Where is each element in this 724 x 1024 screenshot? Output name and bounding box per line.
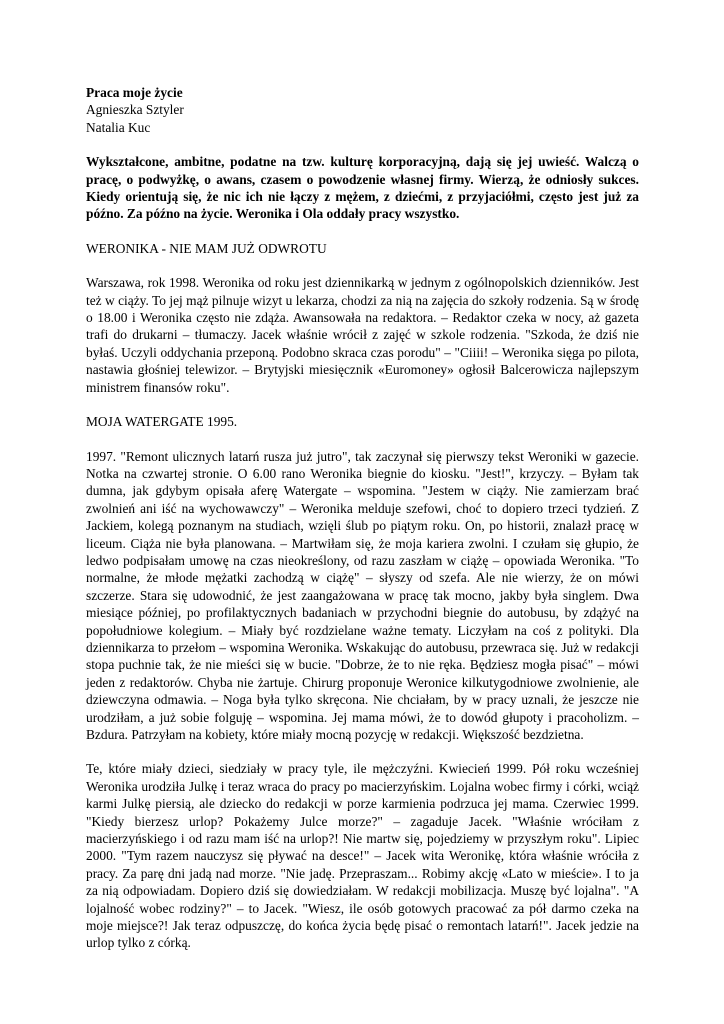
lead-paragraph: Wykształcone, ambitne, podatne na tzw. kulturę korporacyjną, dają się jej uwieść. Walczą o pracę, o podwyżkę, o awans, czasem o powodzenie własnej firmy. Wierzą, że odniosły sukces. Kiedy orientują się, że nic ich nie łączy z mężem, z dziećmi, z przyjaciółmi, często jest już za późno. Za późno na życie. Weronika i Ola oddały pracy wszystko. bbox=[86, 154, 639, 222]
section-heading: MOJA WATERGATE 1995. bbox=[86, 414, 238, 430]
body-paragraph: Warszawa, rok 1998. Weronika od roku jest dziennikarką w jednym z ogólnopolskich dzienników. Jest też w ciąży. To jej mąż pilnuje wizyt u lekarza, chodzi za nią na zajęcia do szkoły rodzenia. Są w środę o 18.00 i Weronika często nie zdąża. Awansowała na redaktora. – Redaktor czeka w nocy, aż gazeta trafi do drukarni – tłumaczy. Jacek właśnie wrócił z zajęć w szkole rodzenia. "Szkoda, że dziś nie byłaś. Uczyli oddychania przeponą. Podobno skraca czas porodu" – "Ciiii! – Weronika sięga po pilota, nastawia głośniej telewizor. – Brytyjski miesięcznik «Euromoney» ogłosił Balcerowicza najlepszym ministrem finansów roku". bbox=[86, 275, 639, 395]
author-name: Natalia Kuc bbox=[86, 119, 151, 135]
article-header bbox=[86, 84, 639, 136]
body-paragraph: 1997. "Remont ulicznych latarń rusza już jutro", tak zaczynał się pierwszy tekst Weroniki w gazecie. Notka na czwartej stronie. O 6.00 rano Weronika biegnie do kiosku. "Jest!", krzyczy. – Byłam tak dumna, jak gdybym opisała aferę Watergate – wspomina. "Jestem w ciąży. Nie zamierzam brać zwolnień ani iść na wychowawczy" – Weronika melduje szefowi, choć to dopiero trzeci tydzień. Z Jackiem, kolegą poznanym na studiach, wzięli ślub po piątym roku. On, po historii, znalazł pracę w liceum. Ciąża nie była planowana. – Martwiłam się, że moja kariera zwolni. I czułam się głupio, że ledwo podpisałam umowę na czas nieokreślony, od razu zaszłam w ciążę – opowiada Weronika. "To normalne, że młode mężatki zachodzą w ciążę" – słyszy od szefa. Ale nie wierzy, że on mówi szczerze. Stara się udowodnić, że jest zaangażowana w pracę tak mocno, jakby była singlem. Dwa miesiące później, po profilaktycznych badaniach w przychodni biegnie do autobusu, by zdążyć na popołudniowe kolegium. – Miały być rozdzielane ważne tematy. Liczyłam na coś z polityki. Dla dziennikarza to przełom – wspomina Weronika. Wskakując do autobusu, przewraca się. Już w redakcji stopa puchnie tak, że nie mieści się w bucie. "Dobrze, że to nie ręka. Będziesz mogła pisać" – mówi jeden z redaktorów. Chyba nie żartuje. Chirurg proponuje Weronice kilkutygodniowe zwolnienie, ale dziewczyna odmawia. – Noga była tylko skręcona. Nie chciałam, by w pracy uznali, że jeszcze nie urodziłam, a już sobie folguję – wspomina. Jej mama mówi, że to dowód głupoty i pracoholizm. – Bzdura. Patrzyłam na kobiety, które miały mocną pozycję w redakcji. Większość bezdzietna. bbox=[86, 448, 639, 742]
document-page bbox=[86, 84, 639, 952]
body-paragraph: Te, które miały dzieci, siedziały w pracy tyle, ile mężczyźni. Kwiecień 1999. Pół roku wcześniej Weronika urodziła Julkę i teraz wraca do pracy po macierzyńskim. Lojalna wobec firmy i córki, wciąż karmi Julkę piersią, ale dziecko do redakcji w porze karmienia podrzuca jej mama. Czerwiec 1999. "Kiedy bierzesz urlop? Pokażemy Julce morze?" – zagaduje Jacek. "Właśnie wróciłam z macierzyńskiego i od razu mam iść na urlop?! Nie martw się, pojedziemy w przyszłym roku". Lipiec 2000. "Tym razem nauczysz się pływać na desce!" – Jacek wita Weronikę, która właśnie wróciła z pracy. Za parę dni jadą nad morze. "Nie jadę. Przepraszam... Robimy akcję «Lato w mieście». I to ja za nią odpowiadam. Dopiero dziś się dowiedziałam. W redakcji mobilizacja. Muszę być lojalna". "A lojalność wobec rodziny?" – to Jacek. "Wiesz, ile osób gotowych pracować za pół darmo czeka na moje miejsce?! Jak teraz odpuszczę, do końca życia będę pisać o remontach latarń!". Jacek jedzie na urlop tylko z córką. bbox=[86, 761, 639, 951]
section-heading: WERONIKA - NIE MAM JUŻ ODWROTU bbox=[86, 240, 327, 256]
author-name: Agnieszka Sztyler bbox=[86, 102, 184, 118]
article-title: Praca moje życie bbox=[86, 85, 183, 100]
